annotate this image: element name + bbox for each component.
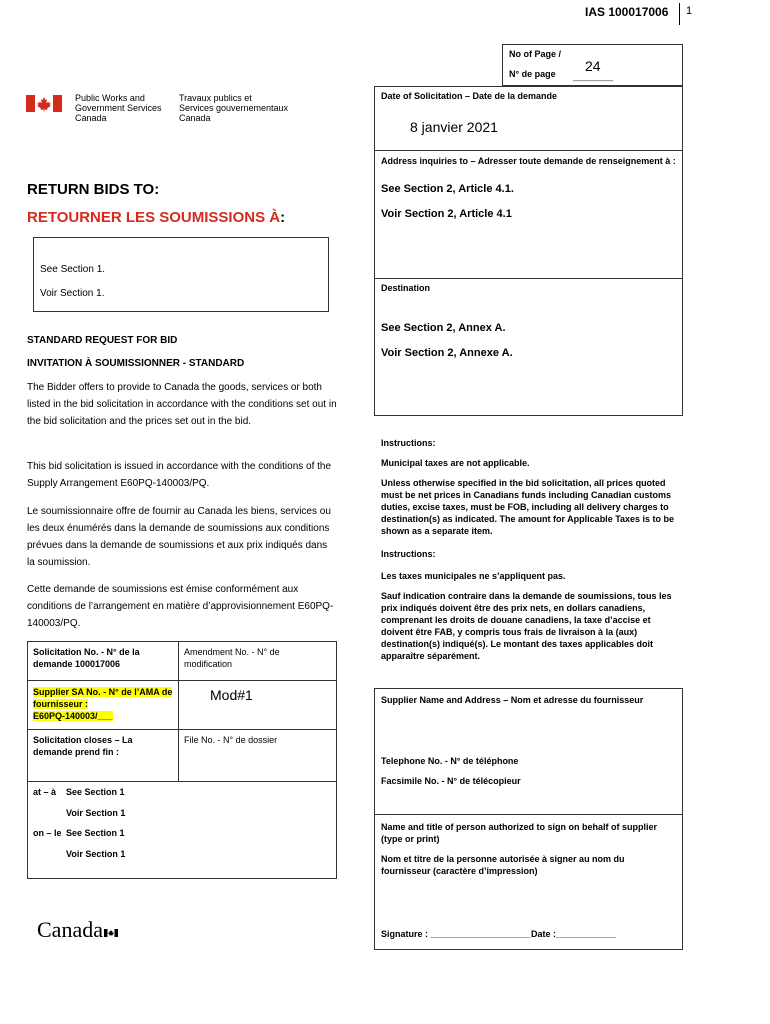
- solicitation-table-col-divider: [178, 641, 179, 782]
- canada-wordmark: [37, 917, 103, 943]
- destination-line2: Voir Section 2, Annexe A.: [381, 347, 513, 359]
- page-count-blank: ________: [573, 71, 614, 81]
- facsimile-label: Facsimile No. - N° de télécopieur: [381, 776, 521, 786]
- standard-title-fr: INVITATION À SOUMISSIONNER - STANDARD: [27, 358, 245, 369]
- solicitation-table-row-divider-2: [27, 729, 337, 730]
- closes-at-value-en: See Section 1: [66, 787, 125, 797]
- signatory-label-fr: Nom et titre de la personne autorisée à signer au nom du fournisseur (caractère d’impression): [381, 854, 625, 876]
- destination-label: Destination: [381, 283, 431, 293]
- standard-para-3: Le soumissionnaire offre de fournir au Canada les biens, services ou les deux énumérés dans la demande de soumissions aux conditions prévues dans la demande de soumissions et aux prix indiqués dans la soumission.: [27, 506, 331, 568]
- solicitation-number-label: Solicitation No. - N° de la demande 100017006: [33, 647, 140, 669]
- inquiries-line1: See Section 2, Article 4.1.: [381, 183, 514, 195]
- supplier-box: [374, 688, 683, 950]
- page-number: 1: [686, 5, 693, 17]
- department-name-en: Public Works and Government Services Canada: [75, 93, 162, 123]
- return-bids-title-fr: [27, 209, 285, 226]
- closes-at-label: at – à: [33, 787, 57, 797]
- solicitation-table-row-divider-1: [27, 680, 337, 681]
- closes-on-label: on – le: [33, 828, 62, 838]
- date-line: Date :____________: [531, 929, 617, 939]
- signatory-label-en: Name and title of person authorized to sign on behalf of supplier (type or print): [381, 822, 658, 844]
- standard-title-en: STANDARD REQUEST FOR BID: [27, 335, 178, 346]
- file-number-label: File No. - N° de dossier: [184, 735, 278, 745]
- page-count-label-en: No of Page /: [509, 49, 562, 59]
- standard-para-4: Cette demande de soumissions est émise conformément aux conditions de l’arrangement en matière d’approvisionnement E60PQ-140003/PQ.: [27, 584, 334, 629]
- telephone-label: Telephone No. - N° de téléphone: [381, 756, 519, 766]
- standard-para-1: The Bidder offers to provide to Canada the goods, services or both listed in the bid solicitation in accordance with the conditions set out in the bid solicitation and the prices set out in the bid.: [27, 382, 337, 427]
- solicitation-info-box: [374, 86, 683, 416]
- amendment-number-label: Amendment No. - N° de modification: [184, 647, 280, 669]
- divider-destination: [374, 278, 683, 279]
- supplier-sa-line3: E60PQ-140003/___: [33, 711, 113, 721]
- inquiries-label: Address inquiries to – Adresser toute demande de renseignement à :: [381, 156, 676, 166]
- return-bids-line1: See Section 1.: [40, 264, 106, 275]
- closes-at-value-fr: Voir Section 1: [66, 808, 126, 818]
- supplier-name-label: Supplier Name and Address – Nom et adresse du fournisseur: [381, 695, 644, 705]
- inquiries-line2: Voir Section 2, Article 4.1: [381, 208, 512, 220]
- instructions-tax-en: Municipal taxes are not applicable.: [381, 458, 530, 468]
- standard-para-2: This bid solicitation is issued in accordance with the conditions of the Supply Arrangement E60PQ-140003/PQ.: [27, 461, 332, 489]
- solicitation-date-label: Date of Solicitation – Date de la demande: [381, 91, 558, 101]
- canada-wordmark-text: Canada: [37, 917, 103, 942]
- return-bids-title-en: RETURN BIDS TO:: [27, 181, 160, 198]
- signature-line: Signature : ____________________: [381, 929, 531, 939]
- department-name-fr: Travaux publics et Services gouvernementaux Canada: [179, 93, 289, 123]
- divider-inquiries: [374, 150, 683, 151]
- solicitation-date-value: 8 janvier 2021: [410, 119, 498, 135]
- return-bids-line2: Voir Section 1.: [40, 288, 105, 299]
- supplier-sa-line1: Supplier SA No. - N° de l’AMA de: [33, 687, 173, 697]
- instructions-body-fr: Sauf indication contraire dans la demande de soumissions, tous les prix indiqués doivent être des prix nets, en dollars canadiens, comprenant les droits de douane canadiens, la taxe d’accise et doivent être FAB, y compris tous frais de livraison à la (aux) destination(s) indiqué(s). Le montant des taxes applicables doit apparaître séparément.: [381, 591, 672, 661]
- instructions-body-en: Unless otherwise specified in the bid solicitation, all prices quoted must be net prices in Canadians funds including Canadian customs duties, excise taxes, must be FOB, including all delivery charges to destination(s) as indicated. The amount for Applicable Taxes is to be shown as a separate item.: [381, 478, 675, 536]
- wordmark-flag-icon: [104, 917, 118, 943]
- amendment-number-value: Mod#1: [210, 687, 253, 703]
- solicitation-table-row-divider-3: [27, 781, 337, 782]
- document-id: IAS 100017006: [585, 5, 669, 19]
- supplier-sa-line2: fournisseur :: [33, 699, 89, 709]
- closes-on-value-en: See Section 1: [66, 828, 125, 838]
- instructions-label-en: Instructions:: [381, 438, 436, 448]
- destination-line1: See Section 2, Annex A.: [381, 322, 506, 334]
- closes-on-value-fr: Voir Section 1: [66, 849, 126, 859]
- solicitation-closes-label: Solicitation closes – La demande prend fin :: [33, 735, 133, 757]
- supplier-sa-number: [33, 686, 172, 722]
- page-count-label-fr: N° de page: [509, 69, 556, 79]
- return-bids-title-fr-colon: :: [280, 209, 286, 226]
- page-count-value: 24: [585, 58, 601, 74]
- return-bids-title-fr-text: RETOURNER LES SOUMISSIONS À: [27, 209, 281, 226]
- solicitation-table: [27, 641, 337, 879]
- instructions-label-fr: Instructions:: [381, 549, 436, 559]
- instructions-tax-fr: Les taxes municipales ne s’appliquent pas.: [381, 571, 566, 581]
- header-separator: [679, 3, 680, 25]
- canada-flag-icon: [26, 95, 62, 117]
- supplier-box-divider: [374, 814, 683, 815]
